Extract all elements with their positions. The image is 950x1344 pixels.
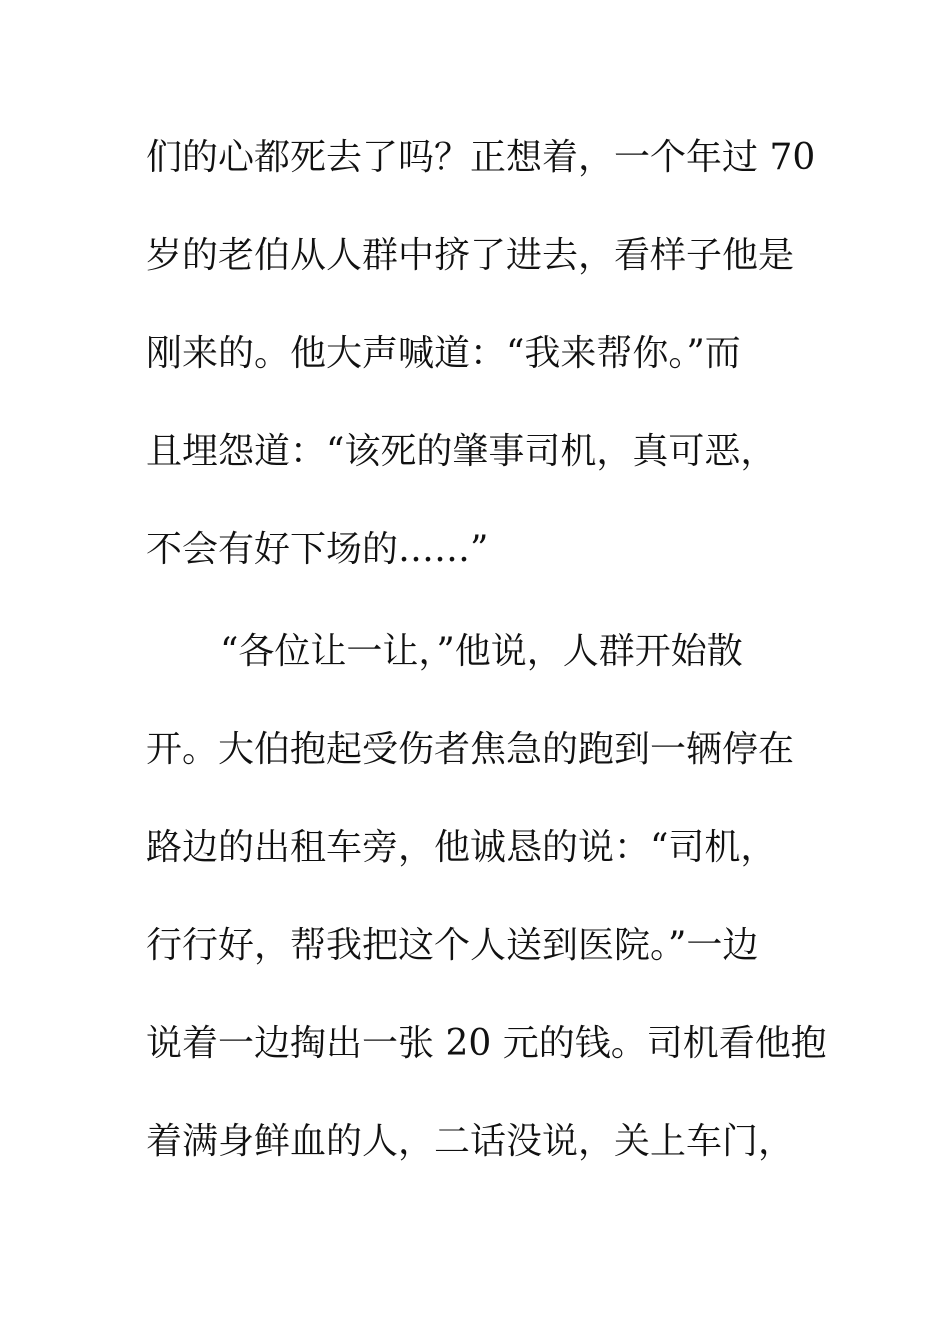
text-line-1: 们的心都死去了吗？正想着，一个年过 70 (146, 137, 816, 178)
text-line-2: 岁的老伯从人群中挤了进去，看样子他是 (146, 235, 795, 276)
text-line-5: 不会有好下场的……” (146, 529, 489, 570)
text-line-9: 行行好，帮我把这个人送到医院。”一边 (146, 925, 759, 966)
text-line-3: 刚来的。他大声喊道：“我来帮你。”而 (146, 333, 741, 374)
text-line-8: 路边的出租车旁，他诚恳的说：“司机， (146, 827, 777, 868)
text-line-4: 且埋怨道：“该死的肇事司机，真可恶， (146, 431, 777, 472)
text-line-10: 说着一边掏出一张 20 元的钱。司机看他抱 (146, 1023, 827, 1064)
text-line-7: 开。大伯抱起受伤者焦急的跑到一辆停在 (146, 729, 795, 770)
text-line-6: “各位让一让，”他说，人群开始散 (220, 631, 743, 672)
text-line-11: 着满身鲜血的人，二话没说，关上车门， (146, 1121, 795, 1162)
